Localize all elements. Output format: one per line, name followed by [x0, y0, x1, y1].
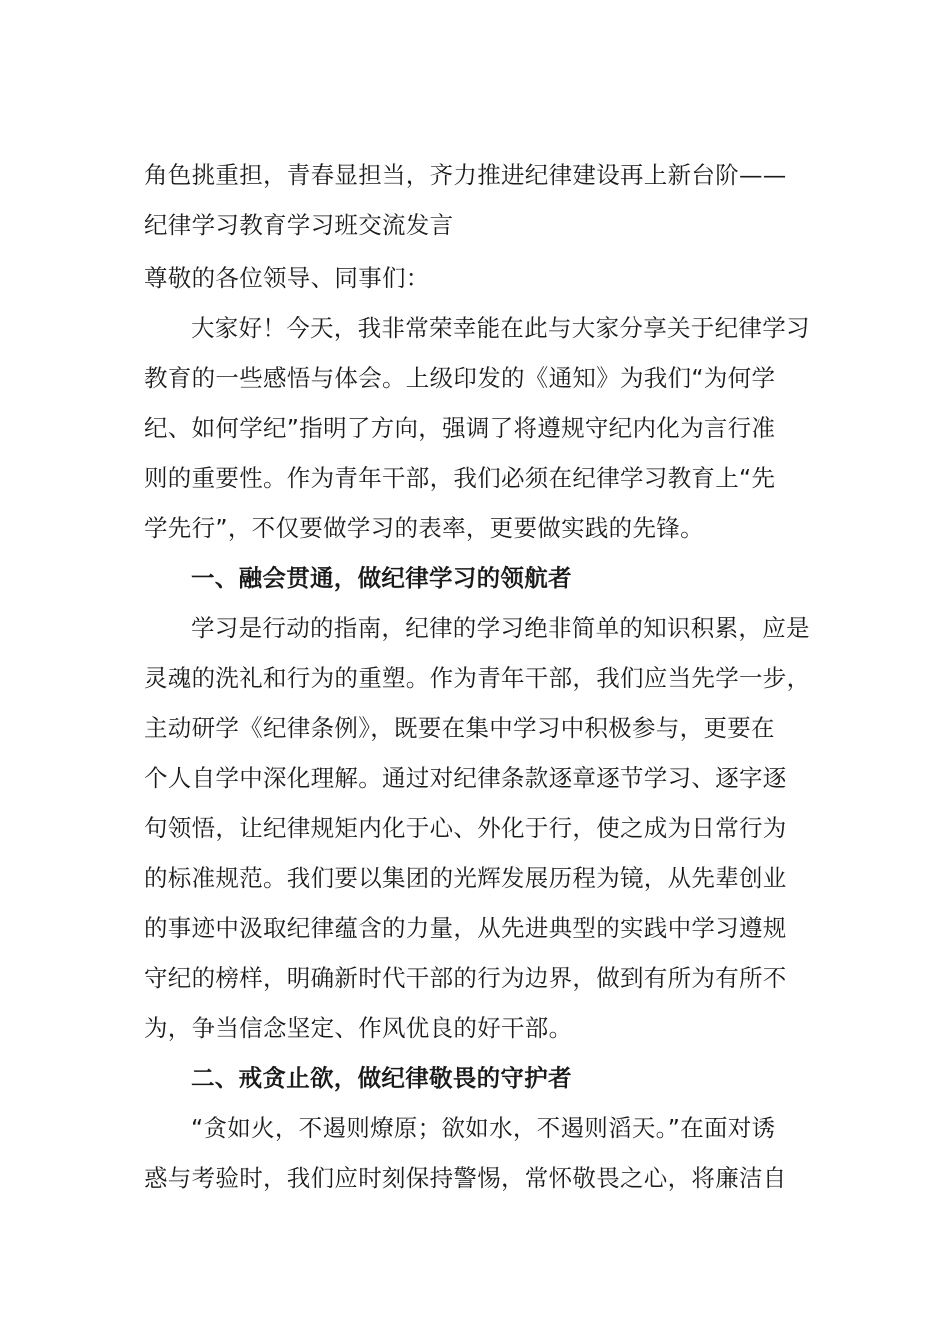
intro-line: 纪、如何学纪”指明了方向，强调了将遵规守纪内化为言行准	[144, 414, 776, 442]
intro-line: 则的重要性。作为青年干部，我们必须在纪律学习教育上“先	[144, 464, 776, 492]
intro-line: 教育的一些感悟与体会。上级印发的《通知》为我们“为何学	[144, 364, 776, 392]
document-title	[144, 150, 814, 250]
section-2-paragraph	[144, 1103, 814, 1203]
section-1-line: 守纪的榜样，明确新时代干部的行为边界，做到有所为有所不	[144, 964, 787, 992]
section-1-heading: 一、融会贯通，做纪律学习的领航者	[191, 564, 572, 592]
intro-line: 学先行”，不仅要做学习的表率，更要做实践的先锋。	[144, 514, 704, 542]
intro-line: 大家好！今天，我非常荣幸能在此与大家分享关于纪律学习	[191, 314, 810, 342]
section-2-heading: 二、戒贪止欲，做纪律敬畏的守护者	[191, 1064, 572, 1092]
section-1-line: 为，争当信念坚定、作风优良的好干部。	[144, 1014, 573, 1042]
title-line-1: 角色挑重担，青春显担当，齐力推进纪律建设再上新台阶——	[144, 161, 787, 189]
section-1-line: 句领悟，让纪律规矩内化于心、外化于行，使之成为日常行为	[144, 814, 787, 842]
section-1-line: 的事迹中汲取纪律蕴含的力量，从先进典型的实践中学习遵规	[144, 914, 787, 942]
section-1-line: 个人自学中深化理解。通过对纪律条款逐章逐节学习、逐字逐	[144, 764, 787, 792]
section-2-line: “贪如火，不遏则燎原；欲如水，不遏则滔天。”在面对诱	[191, 1114, 776, 1142]
section-1-paragraph	[144, 603, 814, 1053]
section-1-line: 学习是行动的指南，纪律的学习绝非简单的知识积累，应是	[191, 614, 810, 642]
section-1-line: 灵魂的洗礼和行为的重塑。作为青年干部，我们应当先学一步，	[144, 664, 811, 692]
section-1-line: 的标准规范。我们要以集团的光辉发展历程为镜，从先辈创业	[144, 864, 787, 892]
section-2-line: 惑与考验时，我们应时刻保持警惕，常怀敬畏之心，将廉洁自	[144, 1164, 787, 1192]
section-1-line: 主动研学《纪律条例》，既要在集中学习中积极参与，更要在	[144, 714, 775, 742]
document-body	[144, 150, 814, 1203]
title-line-2: 纪律学习教育学习班交流发言	[144, 211, 454, 239]
greeting: 尊敬的各位领导、同事们：	[144, 264, 430, 292]
intro-paragraph	[144, 303, 814, 553]
